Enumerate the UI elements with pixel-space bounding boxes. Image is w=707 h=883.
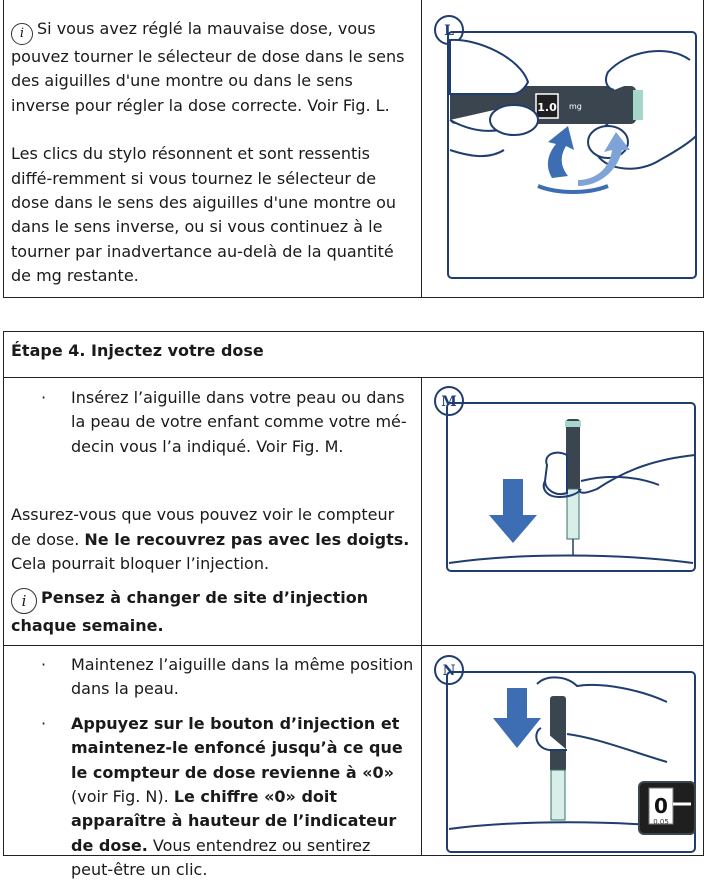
figure-l [428,10,700,288]
left-hand [450,40,528,94]
info-icon: i [11,23,33,45]
down-arrow [489,479,537,543]
zero-alignment-instruction: Le chiffre «0» doit apparaître à hauteur de l’indicateur de dose. [71,787,397,855]
dose-correction-text [11,17,416,289]
column-divider [421,0,422,297]
list-item [11,653,416,702]
top-table [3,0,704,298]
dose-counter-small: 0.05 [653,818,669,826]
list-item [11,712,416,883]
pen-body [566,419,580,491]
bullet: · [41,713,47,733]
column-divider [421,377,422,855]
down-arrow [493,688,541,748]
bullet: · [41,655,47,674]
dose-counter-zero: 0 [654,794,668,818]
figure-l-letter: L [444,23,454,39]
site-change-para [11,586,416,638]
bullet: · [41,388,47,407]
dose-counter-text-c: Cela pourrait bloquer l’injection. [11,554,270,574]
dose-counter-warning: Ne le recouvrez pas avec les doigts. [84,529,410,549]
rotate-arrow [548,126,574,178]
figure-m-letter: M [441,394,457,410]
press-button-instruction: Appuyez sur le bouton d’injection et maintenez-le enfoncé jusqu’à ce que le compteur de dose revienne à «0» [71,713,403,782]
info-icon: i [11,588,37,614]
dose-display-unit: mg [569,102,582,111]
click-sound-para: Les clics du stylo résonnent et sont ressentis diffé-remment si vous tournez le sélecteur de dose dans le sens des aiguilles d'une montre ou dans le sens inverse, ou si vous continuez à le tourner par inadvertance au-delà de la quantité de mg restante. [11,144,397,286]
dose-counter-text-a: Assurez-vous que vous pouvez voir le compteur de dose. [11,505,395,549]
dose-correction-para-text: Si vous avez réglé la mauvaise dose, vous pouvez tourner le sélecteur de dose dans le sens des aiguilles d'une montre ou dans le sens inverse pour régler la dose correcte. Voir Fig. L. [11,19,405,115]
step4-table [3,331,704,880]
hand [579,455,695,493]
insert-needle-text [11,386,416,639]
right-hand [606,51,690,90]
see-fig-n: (voir Fig. N). [71,787,169,807]
step4-title: Étape 4. Injectez votre dose [11,341,264,360]
click-note: Vous entendrez ou sentirez peut-être un clic. [71,835,371,880]
press-button-text [11,653,416,883]
dose-correction-para [11,17,416,118]
list-item [11,386,416,459]
insert-needle-instruction: Insérez l’aiguille dans votre peau ou dans la peau de votre enfant comme votre mé-decin vous l’a indiqué. Voir Fig. M. [71,388,407,456]
dose-counter-para [11,503,416,576]
figure-m [427,385,699,637]
site-change-text: Pensez à changer de site d’injection chaque semaine. [11,588,369,636]
figure-n-letter: N [442,663,456,679]
dose-display-value: 1.0 [537,101,557,114]
pen-body [550,696,566,772]
hold-needle-instruction: Maintenez l’aiguille dans la même position dans la peau. [71,655,414,699]
figure-n [427,654,699,854]
